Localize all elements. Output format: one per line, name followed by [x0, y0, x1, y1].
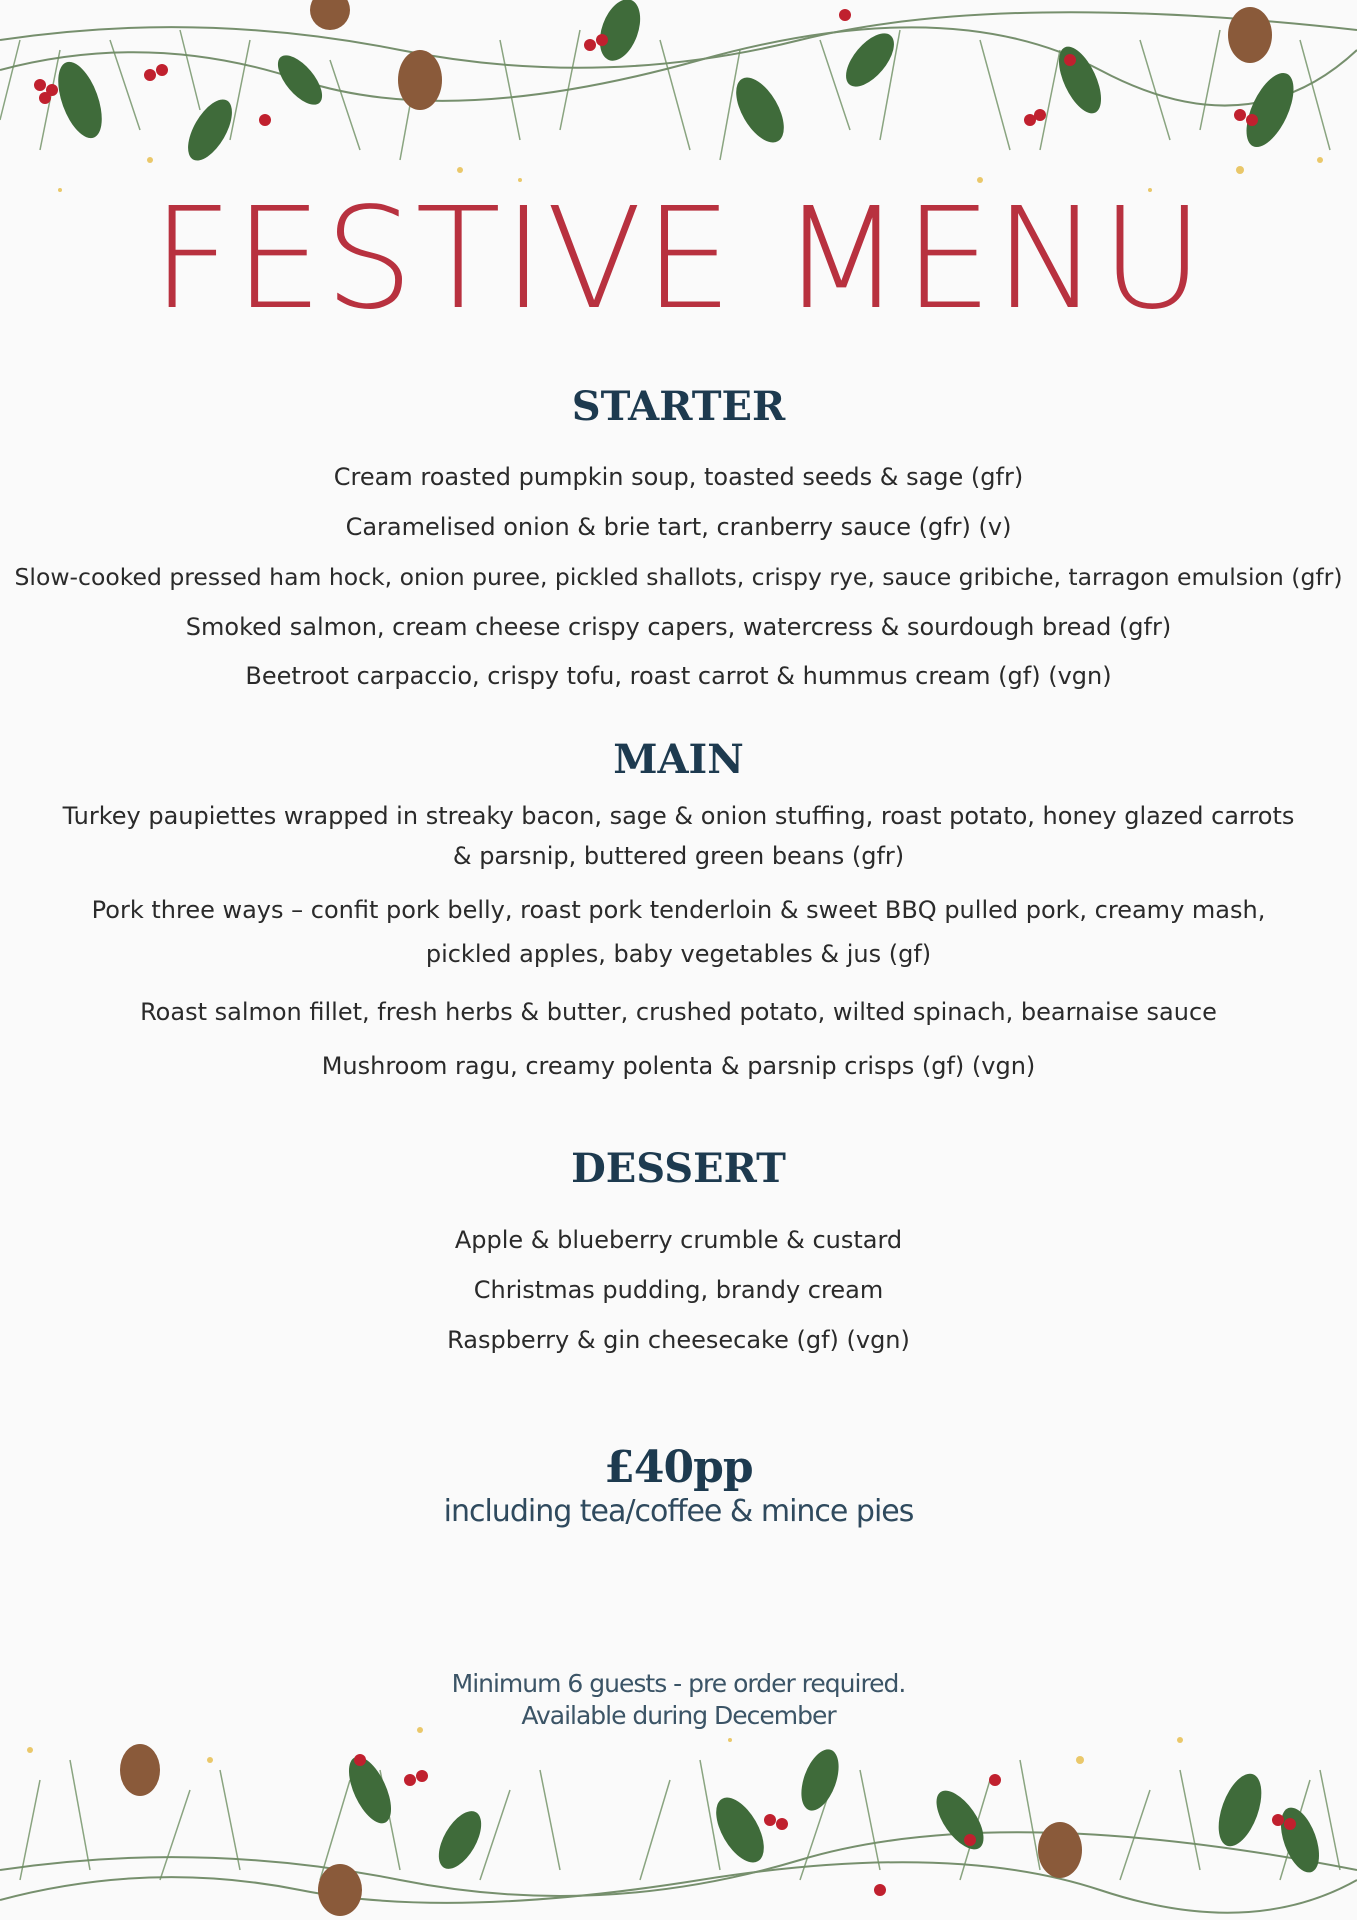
menu-title: FESTIVE MENU	[151, 178, 1206, 341]
footer-availability: Available during December	[521, 1701, 836, 1730]
price: £40pp	[604, 1442, 753, 1493]
starter-item: Caramelised onion & brie tart, cranberry sauce (gfr) (v)	[345, 513, 1012, 541]
dessert-item: Apple & blueberry crumble & custard	[454, 1226, 903, 1254]
main-heading: MAIN	[613, 736, 744, 783]
starter-item: Cream roasted pumpkin soup, toasted seeds & sage (gfr)	[333, 463, 1024, 491]
starter-item: Beetroot carpaccio, crispy tofu, roast carrot & hummus cream (gf) (vgn)	[245, 662, 1112, 690]
main-item: Turkey paupiettes wrapped in streaky bacon, sage & onion stuffing, roast potato, honey glazed carrots & parsnip, buttered green beans (gfr)	[62, 802, 1295, 870]
starter-item: Slow-cooked pressed ham hock, onion puree, pickled shallots, crispy rye, sauce gribiche, tarragon emulsion (gfr)	[14, 563, 1343, 591]
price-note: including tea/coffee & mince pies	[443, 1494, 914, 1529]
garland-bottom-decoration	[0, 1720, 1357, 1920]
dessert-item: Christmas pudding, brandy cream	[473, 1276, 884, 1304]
main-item: Mushroom ragu, creamy polenta & parsnip crisps (gf) (vgn)	[321, 1052, 1036, 1080]
dessert-heading: DESSERT	[571, 1145, 786, 1192]
main-item: Pork three ways – confit pork belly, roast pork tenderloin & sweet BBQ pulled pork, creamy mash, pickled apples, baby vegetables & jus (gf)	[91, 896, 1266, 968]
starter-item: Smoked salmon, cream cheese crispy capers, watercress & sourdough bread (gfr)	[185, 613, 1172, 641]
footer-minimum-guests: Minimum 6 guests - pre order required.	[451, 1669, 906, 1698]
dessert-item: Raspberry & gin cheesecake (gf) (vgn)	[447, 1326, 910, 1354]
main-item: Roast salmon fillet, fresh herbs & butter, crushed potato, wilted spinach, bearnaise sauce	[140, 998, 1217, 1026]
garland-top-decoration	[0, 0, 1357, 200]
starter-heading: STARTER	[571, 383, 786, 430]
